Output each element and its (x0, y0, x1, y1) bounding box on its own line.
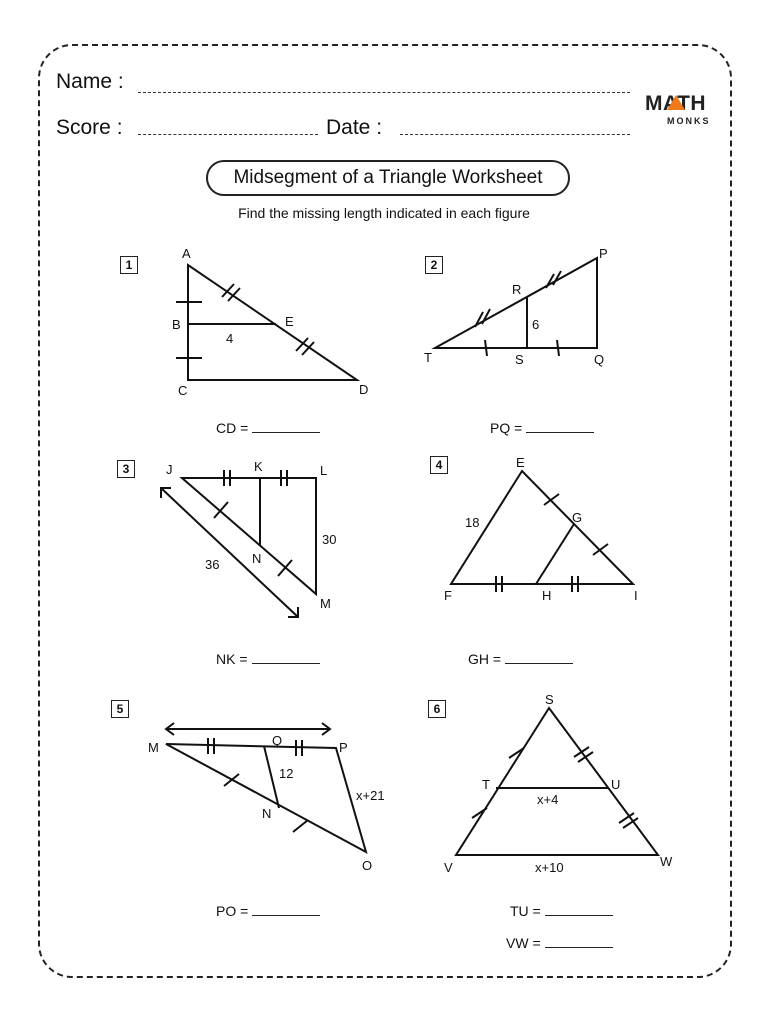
problem-number-2: 2 (425, 256, 443, 274)
given-length-6b: x+10 (535, 860, 564, 875)
vertex-label-u6: U (611, 777, 621, 792)
given-length-5a: 12 (279, 766, 294, 781)
vertex-label-q5: Q (272, 733, 283, 748)
figure-1-triangle (172, 246, 368, 398)
instructions: Find the missing length indicated in each figure (238, 205, 530, 221)
answer-label-3: NK = (216, 651, 248, 667)
date-label: Date : (326, 116, 383, 139)
answer-label-6b: VW = (506, 935, 541, 951)
vertex-label-t6: T (482, 777, 490, 792)
answer-blank-3[interactable] (252, 663, 320, 664)
vertex-label-p5: P (339, 740, 348, 755)
answer-blank-5[interactable] (252, 915, 320, 916)
score-label: Score : (56, 116, 123, 139)
vertex-label-m: M (320, 596, 331, 611)
figure-2-triangle (424, 246, 608, 367)
problem-number-1: 1 (120, 256, 138, 274)
logo-math-text: MATH (645, 92, 707, 115)
vertex-label-n5: N (262, 806, 272, 821)
vertex-label-l: L (320, 463, 328, 478)
answer-label-5: PO = (216, 903, 249, 919)
answer-5[interactable] (216, 903, 320, 919)
vertex-label-f: F (444, 588, 452, 603)
name-label: Name : (56, 70, 124, 93)
vertex-label-c: C (178, 383, 188, 398)
answer-6a[interactable] (510, 903, 613, 919)
vertex-label-g: G (572, 510, 583, 525)
answer-label-2: PQ = (490, 420, 523, 436)
vertex-label-r: R (512, 282, 522, 297)
vertex-label-e4: E (516, 455, 525, 470)
vertex-label-b: B (172, 317, 181, 332)
answer-4[interactable] (468, 651, 573, 667)
logo-monks-text: MONKS (667, 116, 711, 126)
vertex-label-t: T (424, 350, 432, 365)
problem-number-3: 3 (117, 460, 135, 478)
answer-6b[interactable] (506, 935, 613, 951)
figure-5-triangle (148, 723, 385, 873)
problem-number-6: 6 (428, 700, 446, 718)
given-length-3b: 30 (322, 532, 337, 547)
answer-label-4: GH = (468, 651, 502, 667)
answer-label-6a: TU = (510, 903, 541, 919)
vertex-label-k: K (254, 459, 263, 474)
vertex-label-v: V (444, 860, 453, 875)
figure-6-triangle (444, 692, 673, 875)
vertex-label-q: Q (594, 352, 605, 367)
answer-blank-1[interactable] (252, 432, 320, 433)
vertex-label-i: I (634, 588, 638, 603)
vertex-label-a: A (182, 246, 191, 261)
vertex-label-o: O (362, 858, 373, 873)
figure-3-triangle (161, 459, 336, 617)
given-length-6a: x+4 (537, 792, 559, 807)
answer-blank-4[interactable] (505, 663, 573, 664)
answer-blank-6b[interactable] (545, 947, 613, 948)
answer-2[interactable] (490, 420, 594, 436)
vertex-label-w: W (660, 854, 673, 869)
given-length-5b: x+21 (356, 788, 385, 803)
problem-number-5: 5 (111, 700, 129, 718)
given-length-4: 18 (465, 515, 480, 530)
vertex-label-s: S (515, 352, 524, 367)
vertex-label-j: J (166, 462, 173, 477)
answer-label-1: CD = (216, 420, 249, 436)
vertex-label-p: P (599, 246, 608, 261)
answer-blank-2[interactable] (526, 432, 594, 433)
vertex-label-s6: S (545, 692, 554, 707)
answer-blank-6a[interactable] (545, 915, 613, 916)
vertex-label-d: D (359, 382, 369, 397)
given-length-2: 6 (532, 317, 540, 332)
worksheet-title: Midsegment of a Triangle Worksheet (206, 160, 570, 196)
answer-3[interactable] (216, 651, 320, 667)
figure-4-triangle (444, 455, 638, 603)
problem-number-4: 4 (430, 456, 448, 474)
triangle-a-icon (667, 95, 685, 110)
vertex-label-m5: M (148, 740, 159, 755)
answer-1[interactable] (216, 420, 320, 436)
vertex-label-h: H (542, 588, 552, 603)
given-length-1: 4 (226, 331, 234, 346)
given-length-3a: 36 (205, 557, 220, 572)
vertex-label-e: E (285, 314, 294, 329)
vertex-label-n: N (252, 551, 262, 566)
